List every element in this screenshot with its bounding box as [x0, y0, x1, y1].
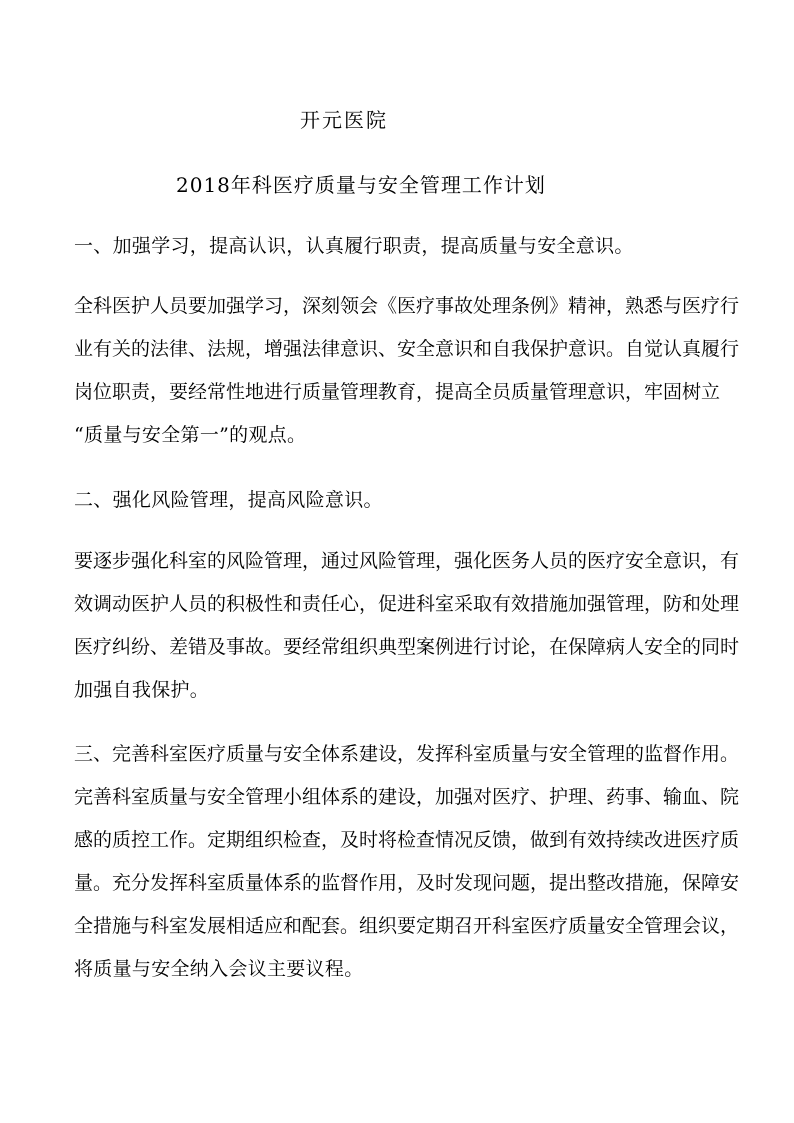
section-3-line-2: 感的质控工作。定期组织检查，及时将检查情况反馈，做到有效持续改进医疗质 — [74, 829, 740, 851]
section-2-line-2: 效调动医护人员的积极性和责任心，促进科室采取有效措施加强管理，防和处理 — [74, 593, 740, 615]
section-1-line-2: 业有关的法律、法规，增强法律意识、安全意识和自我保护意识。自觉认真履行 — [74, 338, 740, 360]
section-1-heading: 一、加强学习，提高认识，认真履行职责，提高质量与安全意识。 — [74, 235, 634, 257]
section-1-line-1: 全科医护人员要加强学习，深刻领会《医疗事故处理条例》精神，熟悉与医疗行 — [74, 295, 740, 317]
section-3-heading: 三、完善科室医疗质量与安全体系建设，发挥科室质量与安全管理的监督作用。 — [74, 743, 740, 765]
section-2-heading: 二、强化风险管理，提高风险意识。 — [74, 489, 383, 511]
section-3-line-4: 全措施与科室发展相适应和配套。组织要定期召开科室医疗质量安全管理会议， — [74, 915, 740, 937]
section-1-line-3: 岗位职责，要经常性地进行质量管理教育，提高全员质量管理意识，牢固树立 — [74, 381, 721, 403]
organization-title: 开元医院 — [300, 108, 388, 132]
section-3-line-1: 完善科室质量与安全管理小组体系的建设，加强对医疗、护理、药事、输血、院 — [74, 786, 740, 808]
plan-title: 2018年科医疗质量与安全管理工作计划 — [176, 173, 546, 197]
section-2-line-1: 要逐步强化科室的风险管理，通过风险管理，强化医务人员的医疗安全意识，有 — [74, 550, 740, 572]
section-2-line-3: 医疗纠纷、差错及事故。要经常组织典型案例进行讨论，在保障病人安全的同时 — [74, 636, 740, 658]
section-3-line-3: 量。充分发挥科室质量体系的监督作用，及时发现问题，提出整改措施，保障安 — [74, 872, 740, 894]
section-1-line-4: “质量与安全第一”的观点。 — [74, 424, 307, 446]
section-2-line-4: 加强自我保护。 — [74, 679, 210, 701]
section-3-line-5: 将质量与安全纳入会议主要议程。 — [74, 958, 364, 980]
